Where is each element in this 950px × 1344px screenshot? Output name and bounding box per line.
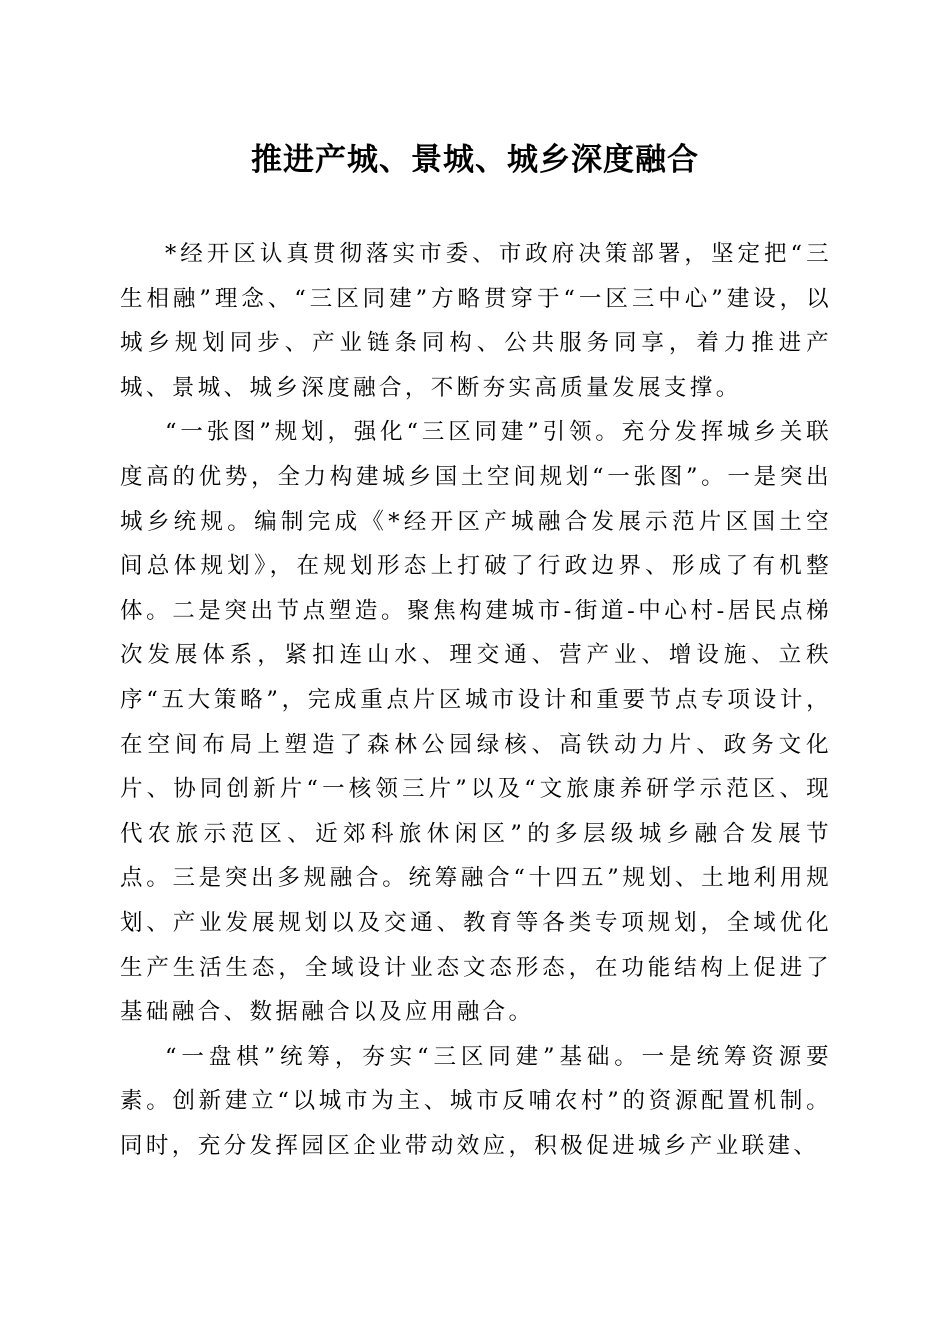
document-body	[120, 232, 832, 1168]
paragraph-coordination: “一盘棋”统筹，夯实“三区同建”基础。一是统筹资源要素。创新建立“以城市为主、城市反哺农村”的资源配置机制。同时，充分发挥园区企业带动效应，积极促进城乡产业联建、	[120, 1043, 832, 1159]
paragraph-planning: “一张图”规划，强化“三区同建”引领。充分发挥城乡关联度高的优势，全力构建城乡国土空间规划“一张图”。一是突出城乡统规。编制完成《*经开区产城融合发展示范片区国土空间总体规划》，在规划形态上打破了行政边界、形成了有机整体。二是突出节点塑造。聚焦构建城市-街道-中心村-居民点梯次发展体系，紧扣连山水、理交通、营产业、增设施、立秩序“五大策略”，完成重点片区城市设计和重要节点专项设计，在空间布局上塑造了森林公园绿核、高铁动力片、政务文化片、协同创新片“一核领三片”以及“文旅康养研学示范区、现代农旅示范区、近郊科旅休闲区”的多层级城乡融合发展节点。三是突出多规融合。统筹融合“十四五”规划、土地利用规划、产业发展规划以及交通、教育等各类专项规划，全域优化生产生活生态，全域设计业态文态形态，在功能结构上促进了基础融合、数据融合以及应用融合。	[120, 419, 832, 1026]
document-title: 推进产城、景城、城乡深度融合	[251, 142, 699, 178]
paragraph-intro: *经开区认真贯彻落实市委、市政府决策部署，坚定把“三生相融”理念、“三区同建”方略贯穿于“一区三中心”建设，以城乡规划同步、产业链条同构、公共服务同享，着力推进产城、景城、城乡深度融合，不断夯实高质量发展支撑。	[120, 241, 832, 401]
